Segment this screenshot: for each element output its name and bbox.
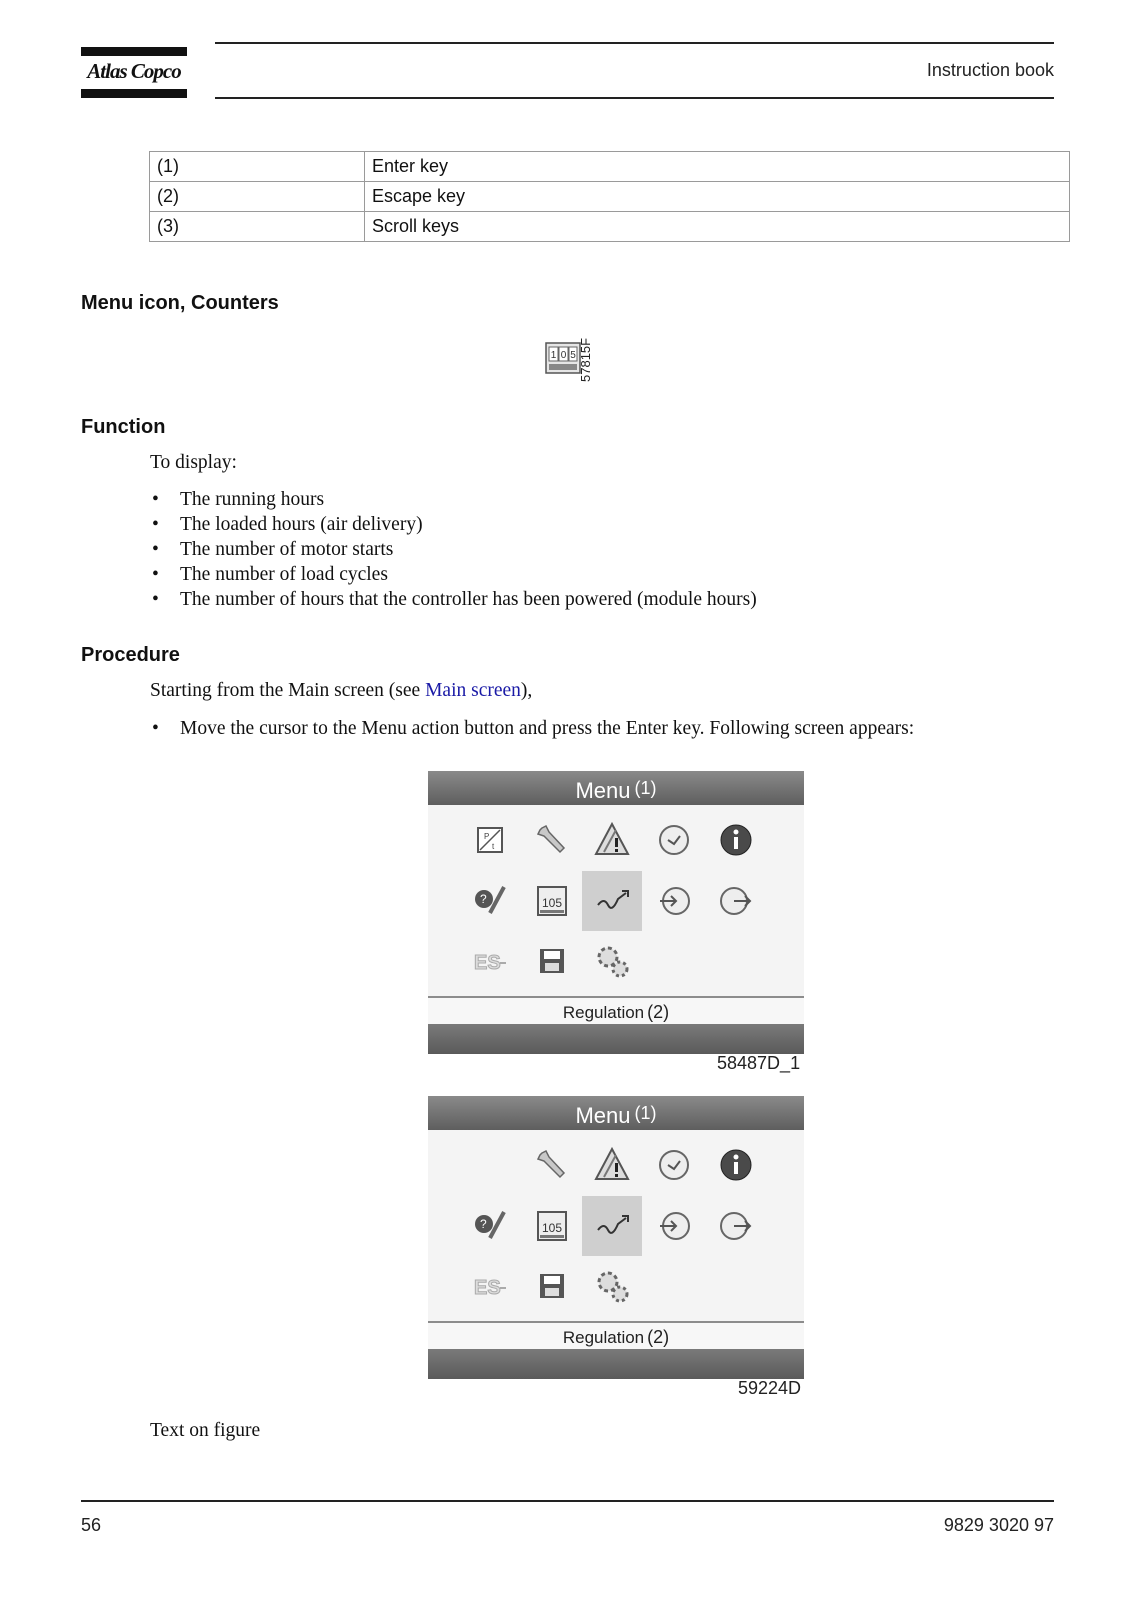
function-list	[150, 487, 757, 612]
table-row	[150, 212, 1070, 242]
menu-item-help-check-icon[interactable]	[460, 871, 520, 931]
brand-name: Atlas Copco	[87, 59, 181, 83]
menu-item-save-icon[interactable]	[522, 1256, 582, 1316]
menu-item-clock-icon[interactable]	[644, 1135, 704, 1195]
menu-footer-bar	[428, 1024, 804, 1054]
login-icon	[644, 1196, 704, 1256]
info-icon	[706, 1135, 766, 1195]
menu-item-service-wrench-icon[interactable]	[522, 810, 582, 870]
procedure-intro	[150, 680, 532, 702]
figure-code: 59224D	[738, 1378, 802, 1398]
help-check-icon	[460, 1196, 520, 1256]
menu-title-bar	[428, 1096, 804, 1130]
menu-selection-label	[428, 998, 804, 1024]
menu-item-es-icon[interactable]	[460, 931, 520, 991]
svg-text:105: 105	[542, 1221, 563, 1235]
help-check-icon	[460, 871, 520, 931]
svg-text:?: ?	[480, 892, 487, 906]
svg-text:P: P	[484, 832, 490, 841]
table-row	[150, 152, 1070, 182]
main-screen-link[interactable]: Main screen	[425, 680, 521, 701]
menu-item-inputs-icon[interactable]	[460, 810, 520, 870]
list-item: • The number of motor starts	[150, 537, 757, 562]
selection-ref: (2)	[647, 1327, 670, 1347]
svg-text:ES: ES	[474, 1277, 501, 1299]
procedure-intro-end: ),	[520, 680, 533, 701]
menu-item-info-icon[interactable]	[706, 810, 766, 870]
clock-icon	[644, 810, 704, 870]
key-ref: (3)	[150, 212, 365, 242]
figure-code: 58487D_1	[717, 1053, 801, 1073]
svg-text:105: 105	[542, 896, 563, 910]
logout-icon	[706, 871, 766, 931]
menu-item-info-icon[interactable]	[706, 1135, 766, 1195]
info-icon	[706, 810, 766, 870]
menu-title: Menu	[575, 1103, 631, 1128]
key-ref: (1)	[150, 152, 365, 182]
section-heading-function: Function	[81, 416, 166, 438]
svg-text:1: 1	[550, 350, 557, 361]
menu-title: Menu	[575, 778, 631, 803]
menu-item-help-check-icon[interactable]	[460, 1196, 520, 1256]
counters-icon	[522, 1196, 582, 1256]
warning-icon	[582, 1135, 642, 1195]
menu-item-inputs-icon[interactable]	[460, 1135, 520, 1195]
svg-text:ES: ES	[474, 952, 501, 974]
svg-text:?: ?	[480, 1217, 487, 1231]
regulation-icon	[582, 871, 642, 931]
key-name: Enter key	[365, 152, 1070, 182]
save-icon	[522, 931, 582, 991]
menu-item-login-icon[interactable]	[644, 1196, 704, 1256]
menu-item-logout-icon[interactable]	[706, 1196, 766, 1256]
menu-item-save-icon[interactable]	[522, 931, 582, 991]
settings-gear-icon	[582, 931, 642, 991]
key-ref: (2)	[150, 182, 365, 212]
warning-icon	[582, 810, 642, 870]
footer-rule	[81, 1500, 1054, 1502]
svg-text:0: 0	[560, 350, 567, 361]
menu-item-logout-icon[interactable]	[706, 871, 766, 931]
menu-screen-1	[428, 771, 804, 1054]
section-heading-procedure: Procedure	[81, 644, 180, 666]
section-heading-counters: Menu icon, Counters	[81, 292, 279, 314]
counters-icon	[522, 871, 582, 931]
procedure-intro-text: Starting from the Main screen (see	[150, 680, 426, 701]
list-item: • The number of load cycles	[150, 562, 757, 587]
menu-title-ref: (1)	[634, 778, 657, 798]
service-wrench-icon	[522, 810, 582, 870]
menu-item-service-wrench-icon[interactable]	[522, 1135, 582, 1195]
menu-title-ref: (1)	[634, 1103, 657, 1123]
menu-item-regulation-icon[interactable]	[582, 1196, 642, 1256]
save-icon	[522, 1256, 582, 1316]
figure-caption: Text on figure	[150, 1420, 261, 1441]
list-item: • The number of hours that the controller has been powered (module hours)	[150, 587, 757, 612]
list-item: • Move the cursor to the Menu action button and press the Enter key. Following screen appears:	[150, 716, 914, 741]
menu-screen-2	[428, 1096, 804, 1379]
selection-ref: (2)	[647, 1002, 670, 1022]
menu-item-es-icon[interactable]	[460, 1256, 520, 1316]
keys-table	[149, 151, 1070, 242]
menu-item-settings-gear-icon[interactable]	[582, 1256, 642, 1316]
menu-icon-grid	[428, 805, 804, 996]
menu-icon-grid	[428, 1130, 804, 1321]
list-item: • The loaded hours (air delivery)	[150, 512, 757, 537]
key-name: Escape key	[365, 182, 1070, 212]
menu-item-login-icon[interactable]	[644, 871, 704, 931]
es-icon	[460, 931, 520, 991]
menu-item-regulation-icon[interactable]	[582, 871, 642, 931]
logout-icon	[706, 1196, 766, 1256]
menu-footer-bar	[428, 1349, 804, 1379]
svg-text:t: t	[492, 842, 495, 851]
document-title: Instruction book	[926, 60, 1054, 80]
svg-text:57815F: 57815F	[578, 338, 593, 382]
regulation-icon	[582, 1196, 642, 1256]
menu-selection-label	[428, 1323, 804, 1349]
menu-item-counters-icon[interactable]	[522, 871, 582, 931]
header-rule-top	[215, 42, 1054, 44]
page-number: 56	[81, 1515, 102, 1535]
login-icon	[644, 871, 704, 931]
table-row	[150, 182, 1070, 212]
atlas-copco-logo	[81, 47, 187, 99]
icon-code	[575, 338, 595, 384]
settings-gear-icon	[582, 1256, 642, 1316]
selection-name: Regulation	[562, 1328, 645, 1347]
procedure-steps	[150, 716, 914, 741]
clock-icon	[644, 1135, 704, 1195]
menu-item-clock-icon[interactable]	[644, 810, 704, 870]
service-wrench-icon	[522, 1135, 582, 1195]
inputs-icon	[460, 810, 520, 870]
menu-item-warning-icon[interactable]	[582, 1135, 642, 1195]
function-intro: To display:	[150, 452, 237, 473]
menu-item-counters-icon[interactable]	[522, 1196, 582, 1256]
selection-name: Regulation	[562, 1003, 645, 1022]
es-icon	[460, 1256, 520, 1316]
key-name: Scroll keys	[365, 212, 1070, 242]
menu-item-warning-icon[interactable]	[582, 810, 642, 870]
svg-text:5: 5	[570, 350, 576, 361]
list-item: • The running hours	[150, 487, 757, 512]
header-rule-bottom	[215, 97, 1054, 99]
menu-item-settings-gear-icon[interactable]	[582, 931, 642, 991]
menu-title-bar	[428, 771, 804, 805]
document-number: 9829 3020 97	[943, 1515, 1054, 1535]
